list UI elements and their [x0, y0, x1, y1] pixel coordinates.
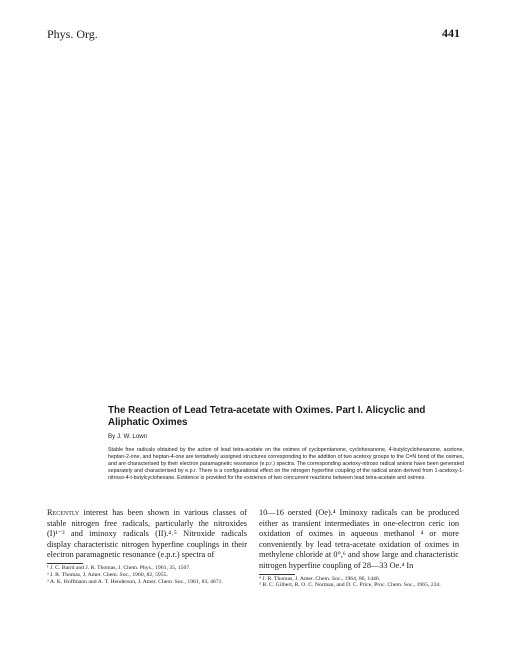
page-number: 441 [442, 26, 460, 40]
footnote: ⁵ B. C. Gilbert, R. O. C. Norman, and D. C. Price, Proc. Chem. Soc., 1965, 234. [259, 582, 441, 589]
footnote-rule [47, 563, 83, 564]
footnote: ³ A. K. Hoffmann and A. T. Henderson, J. Amer. Chem. Soc., 1961, 83, 4671. [47, 578, 223, 585]
article-author: By J. W. Lown [108, 433, 148, 440]
body-column-left [47, 508, 247, 585]
body-paragraph-right: 10—16 oersted (Oe).⁴ Iminoxy radicals can be produced either as transient intermediates in one-electron ceric ion oxidation of oximes in aqueous methanol ⁴ or more conveniently by lead tetra-acetate oxidation of oximes in methylene chloride at 0°,⁶ and show large and characteristic nitrogen hyperfine coupling of 28—33 Oe.⁴ In [259, 508, 459, 570]
footnote: ¹ J. C. Baird and J. R. Thomas, J. Chem. Phys., 1961, 35, 1507. [47, 564, 191, 571]
body-column-right [259, 508, 459, 589]
body-paragraph-left [47, 508, 247, 561]
footnote: ² J. R. Thomas, J. Amer. Chem. Soc., 1960, 82, 5955. [47, 571, 168, 578]
footnote-rule [259, 574, 295, 575]
article-abstract: Stable free radicals obtained by the action of lead tetra-acetate on the oximes of cyclopentanone, cyclohexanone, 4-butylcyclohexanone, acetone, heptan-2-one, and heptan-4-one are tentatively assigned structures corresponding to the addition of two acetoxy groups to the C=N bond of the oximes, and are characterised by their electron paramagnetic resonance (e.p.r.) spectra. The corresponding acetoxy-nitroso radical anions have been generated separately and characterised by e.p.r. There is a configurational effect on the nitrogen hyperfine coupling of the radical anion derived from 1-acetoxy-1-nitroso-4-t-butylcyclohexane. Evidence is provided for the existence of two concurrent reactions between lead tetra-acetate and oximes. [108, 447, 464, 482]
running-header-journal: Phys. Org. [47, 27, 98, 41]
footnote: ⁴ J. R. Thomas, J. Amer. Chem. Soc., 1964, 86, 1446. [259, 575, 381, 582]
article-header [108, 405, 464, 488]
article-title: The Reaction of Lead Tetra-acetate with Oximes. Part I. Alicyclic and Aliphatic Oximes [108, 405, 426, 428]
paragraph-text: interest has been shown in various classes of stable nitrogen free radicals, particularly the nitroxides (I)¹⁻³ and iminoxy radicals (II).⁴˒⁵ Nitroxide radicals display characteristic nitrogen hyperfine couplings in their electron paramagnetic resonance (e.p.r.) spectra of [47, 508, 247, 560]
lead-word: Recently [47, 508, 80, 517]
